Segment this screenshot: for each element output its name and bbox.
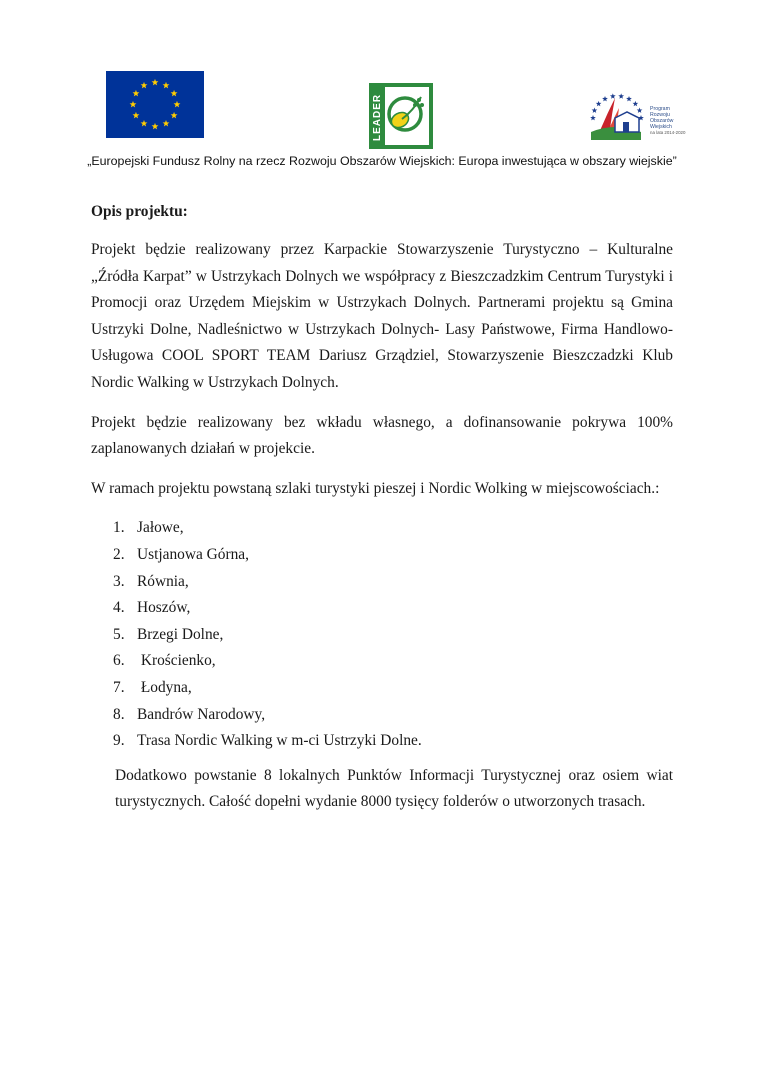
list-number: 2.: [113, 545, 125, 563]
places-list: [91, 515, 673, 754]
prow-line: Program: [650, 106, 670, 112]
list-number: 8.: [113, 705, 125, 723]
leader-icon: [369, 83, 433, 149]
prow-star-icon: [637, 107, 643, 112]
list-item: [113, 648, 673, 675]
list-item: [113, 702, 673, 729]
prow-star-icon: [618, 93, 624, 98]
list-item: [113, 728, 673, 755]
prow-subline: na lata 2014-2020: [650, 130, 686, 135]
prow-line: Rozwoju: [650, 112, 670, 118]
list-item: [113, 595, 673, 622]
list-number: 4.: [113, 599, 125, 617]
list-item-text: Krościenko,: [137, 652, 216, 670]
prow-line: Wiejskich: [650, 124, 672, 130]
leader-text: LEADER: [372, 93, 383, 141]
prow-star-icon: [610, 93, 616, 98]
list-number: 3.: [113, 572, 125, 590]
list-item: [113, 515, 673, 542]
list-item-text: Brzegi Dolne,: [137, 625, 224, 643]
leader-logo: [369, 83, 433, 149]
paragraph-additional: Dodatkowo powstanie 8 lokalnych Punktów Informacji Turystycznej oraz osiem wiat turystycznych. Całość dopełni wydanie 8000 tysięcy folderów o utworzonych trasach.: [115, 766, 673, 811]
funding-statement: „Europejski Fundusz Rolny na rzecz Rozwoju Obszarów Wiejskich: Europa inwestująca w obszary wiejskie”: [87, 154, 677, 168]
list-number: 9.: [113, 732, 125, 750]
list-item-text: Łodyna,: [137, 678, 192, 696]
list-number: 7.: [113, 678, 125, 696]
prow-star-icon: [596, 101, 602, 106]
prow-star-icon: [633, 101, 639, 106]
eu-flag-logo: [106, 71, 204, 138]
prow-line: Obszarów: [650, 118, 674, 124]
prow-emblem-icon: [585, 88, 649, 144]
list-item-text: Bandrów Narodowy,: [137, 705, 266, 723]
list-number: 1.: [113, 519, 125, 537]
list-item: [113, 542, 673, 569]
paragraph-trails-intro: W ramach projektu powstaną szlaki turystyki pieszej i Nordic Wolking w miejscowościach.:: [91, 479, 660, 497]
prow-caption: [650, 106, 685, 136]
list-number: 6.: [113, 652, 125, 670]
eu-flag-icon: [106, 71, 204, 138]
section-heading: Opis projektu:: [91, 203, 188, 220]
list-number: 5.: [113, 625, 125, 643]
list-item-text: Hoszów,: [137, 599, 191, 617]
list-item-text: Równia,: [137, 572, 189, 590]
list-item-text: Jałowe,: [137, 519, 184, 537]
prow-logo: [585, 88, 686, 144]
list-item: [113, 569, 673, 596]
paragraph-partners: Projekt będzie realizowany przez Karpackie Stowarzyszenie Turystyczno – Kulturalne „Źródła Karpat” w Ustrzykach Dolnych we współpracy z Bieszczadzkim Centrum Turystyki i Promocji oraz Urzędem Miejskim w Ustrzykach Dolnych. Partnerami projektu są Gmina Ustrzyki Dolne, Nadleśnictwo w Ustrzykach Dolnych- Lasy Państwowe, Firma Handlowo- Usługowa COOL SPORT TEAM Dariusz Grządziel, Stowarzyszenie Bieszczadzki Klub Nordic Walking w Ustrzykach Dolnych.: [91, 241, 673, 391]
paragraph-funding: Projekt będzie realizowany bez wkładu własnego, a dofinansowanie pokrywa 100% zaplanowanych działań w projekcie.: [91, 413, 673, 458]
list-item-text: Trasa Nordic Walking w m-ci Ustrzyki Dolne.: [137, 732, 422, 750]
list-item: [113, 622, 673, 649]
list-item-text: Ustjanowa Górna,: [137, 545, 249, 563]
document-body: [91, 199, 673, 829]
prow-star-icon: [626, 96, 632, 101]
prow-star-icon: [592, 107, 598, 112]
prow-star-icon: [602, 96, 608, 101]
list-item: [113, 675, 673, 702]
prow-star-icon: [590, 115, 596, 120]
